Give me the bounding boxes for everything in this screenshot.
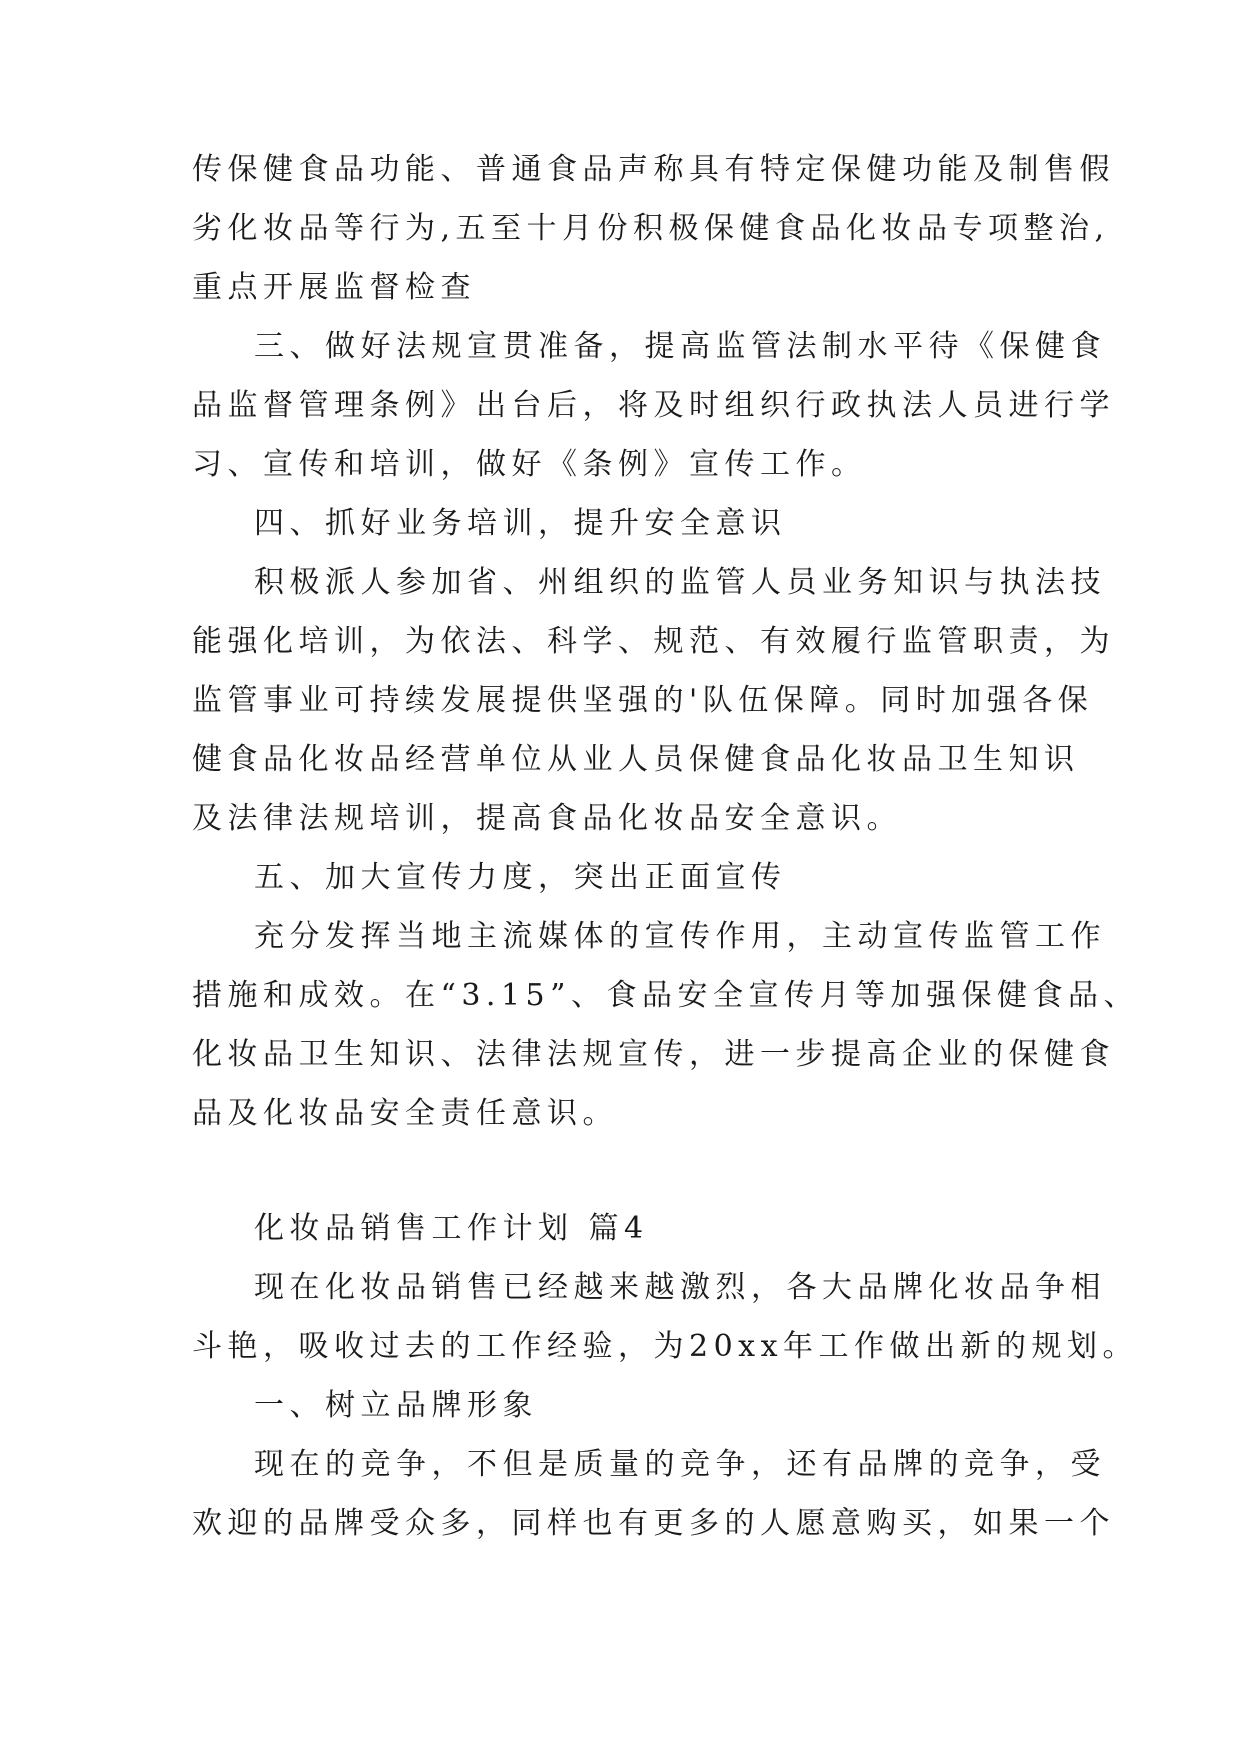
section-heading-3: 三、做好法规宣贯准备，提高监管法制水平待《保健食 [254, 329, 1106, 364]
paragraph-line: 习、宣传和培训，做好《条例》宣传工作。 [192, 447, 867, 482]
paragraph-line: 现在的竞争，不但是质量的竞争，还有品牌的竞争，受 [254, 1447, 1106, 1482]
paragraph-line: 现在化妆品销售已经越来越激烈，各大品牌化妆品争相 [254, 1270, 1106, 1305]
paragraph-line: 劣化妆品等行为,五至十月份积极保健食品化妆品专项整治, [192, 211, 1110, 246]
paragraph-line: 化妆品卫生知识、法律法规宣传，进一步提高企业的保健食 [192, 1037, 1115, 1072]
paragraph-line: 品监督管理条例》出台后，将及时组织行政执法人员进行学 [192, 388, 1115, 423]
section-heading-5: 五、加大宣传力度，突出正面宣传 [254, 860, 787, 895]
paragraph-line: 传保健食品功能、普通食品声称具有特定保健功能及制售假 [192, 152, 1115, 187]
paragraph-line: 充分发挥当地主流媒体的宣传作用，主动宣传监管工作 [254, 919, 1106, 954]
paragraph-line: 措施和成效。在“3.15”、食品安全宣传月等加强保健食品、 [192, 978, 1139, 1013]
section-heading-1: 一、树立品牌形象 [254, 1388, 538, 1423]
paragraph-line: 品及化妆品安全责任意识。 [192, 1096, 618, 1131]
paragraph-line: 健食品化妆品经营单位从业人员保健食品化妆品卫生知识 [192, 742, 1080, 777]
paragraph-line: 重点开展监督检查 [192, 270, 476, 305]
article-title: 化妆品销售工作计划 篇4 [254, 1211, 649, 1246]
paragraph-line: 及法律法规培训，提高食品化妆品安全意识。 [192, 801, 902, 836]
paragraph-line: 斗艳，吸收过去的工作经验，为20xx年工作做出新的规划。 [192, 1329, 1139, 1364]
section-heading-4: 四、抓好业务培训，提升安全意识 [254, 506, 787, 541]
paragraph-line: 能强化培训，为依法、科学、规范、有效履行监管职责，为 [192, 624, 1115, 659]
paragraph-line: 欢迎的品牌受众多，同样也有更多的人愿意购买，如果一个 [192, 1506, 1115, 1541]
paragraph-line: 监管事业可持续发展提供坚强的'队伍保障。同时加强各保 [192, 683, 1094, 718]
paragraph-line: 积极派人参加省、州组织的监管人员业务知识与执法技 [254, 565, 1106, 600]
